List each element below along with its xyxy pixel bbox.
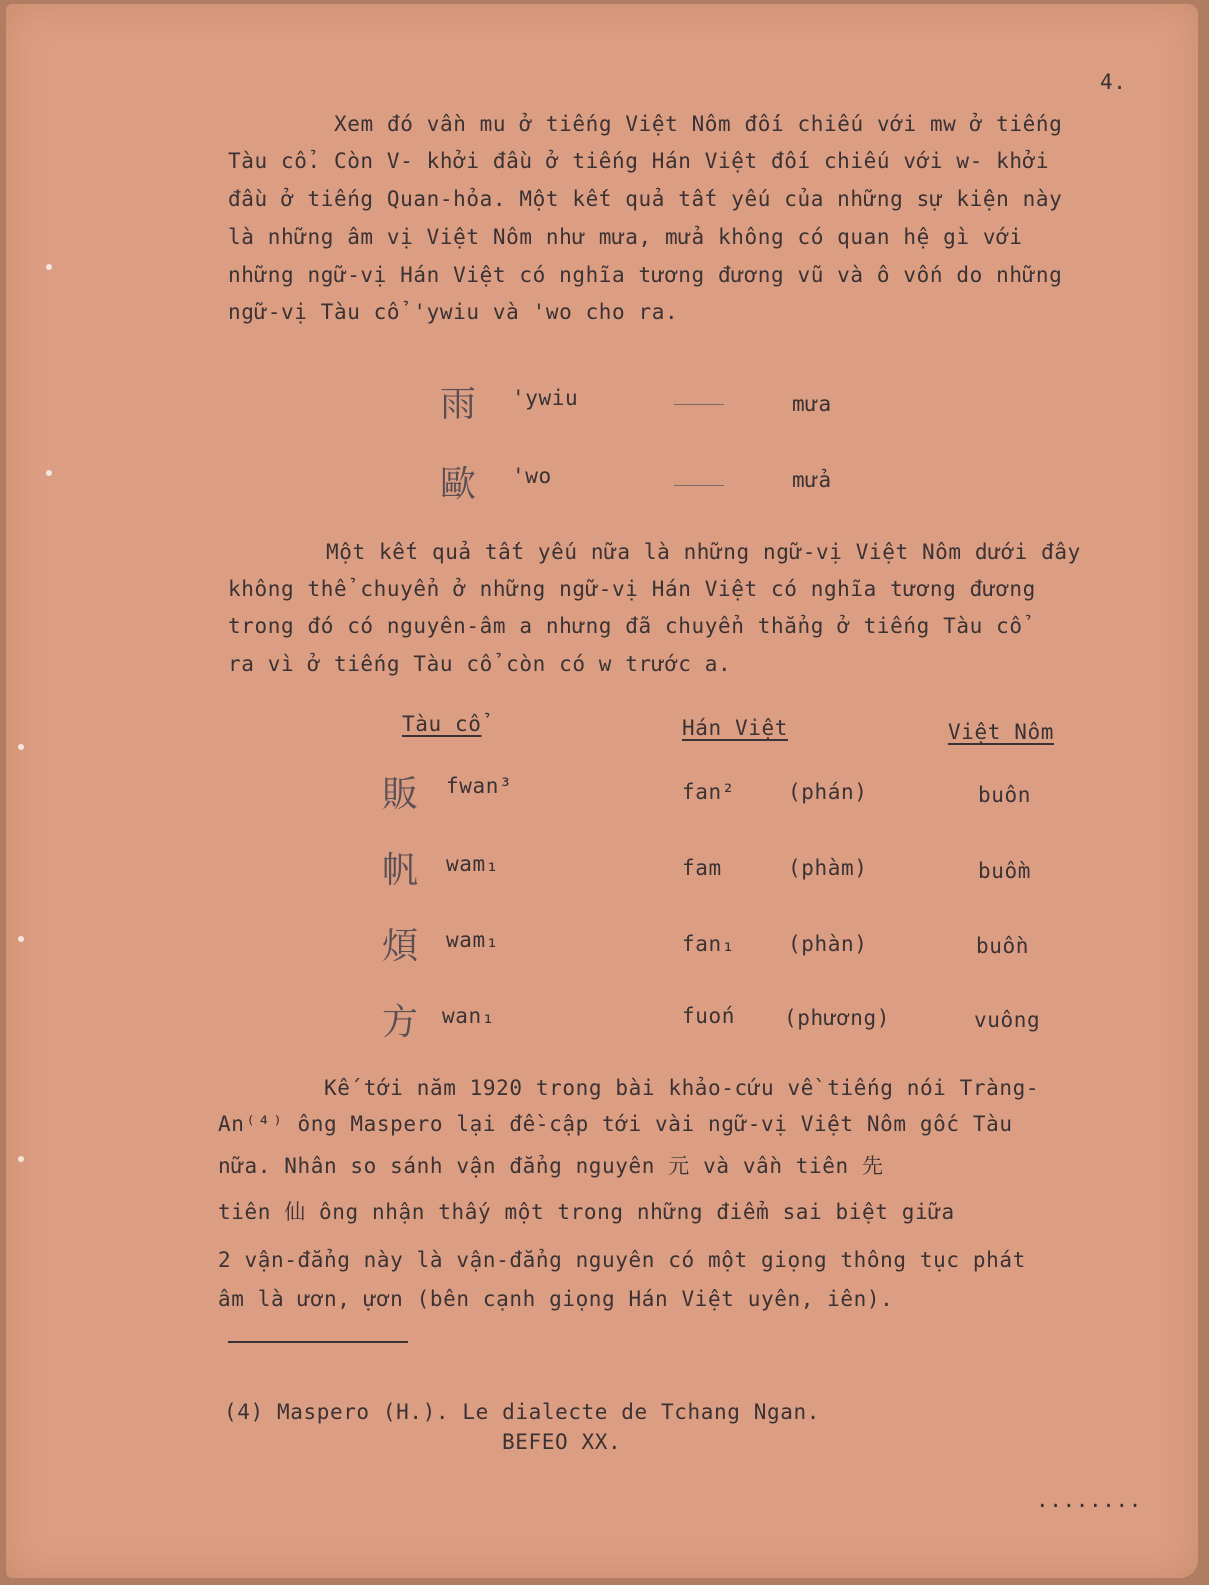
han-viet-reading: fam xyxy=(682,856,722,880)
hanzi-character: 販 xyxy=(382,774,419,815)
paragraph-line: âm là ươn, ựơn (bên cạnh giọng Hán Việt uyên, iên). xyxy=(218,1287,894,1311)
hanzi-character: 雨 xyxy=(440,384,477,425)
continuation-ellipsis: ........ xyxy=(1036,1488,1142,1512)
hanzi-character: 方 xyxy=(382,1002,419,1043)
viet-nom-word: buồn xyxy=(976,934,1029,958)
footnote-line: (4) Maspero (H.). Le dialecte de Tchang Ngan. xyxy=(224,1400,820,1424)
paragraph-line: những ngữ-vị Hán Việt có nghĩa tương đương vũ và ô vốn do những xyxy=(228,263,1063,287)
paragraph-line: là những âm vị Việt Nôm như mưa, mửa không có quan hệ gì với xyxy=(228,225,1023,249)
paragraph-line: trong đó có nguyên-âm a nhưng đã chuyển thẳng ở tiếng Tàu cổ xyxy=(228,614,1023,638)
paragraph-line: ra vì ở tiếng Tàu cổ còn có w trước a. xyxy=(228,652,732,676)
paragraph-line: Xem đó vần mu ở tiếng Việt Nôm đối chiếu với mw ở tiếng xyxy=(334,112,1063,136)
footnote-line: BEFEO XX. xyxy=(502,1430,622,1454)
han-viet-quoc-ngu: (phán) xyxy=(788,780,868,804)
paragraph-line: đầu ở tiếng Quan-hỏa. Một kết quả tất yếu của những sự kiện này xyxy=(228,187,1063,211)
table-header-viet-nom: Việt Nôm xyxy=(948,720,1054,744)
han-viet-reading: fan² xyxy=(682,780,735,804)
paragraph-line: An⁽⁴⁾ ông Maspero lại đề-cập tới vài ngữ-vị Việt Nôm gốc Tàu xyxy=(218,1112,1013,1136)
paragraph-line: Kế tới năm 1920 trong bài khảo-cứu về tiếng nói Tràng- xyxy=(324,1076,1040,1100)
old-chinese-reading: wam₁ xyxy=(446,852,499,876)
hanzi-character: 煩 xyxy=(382,926,419,967)
equivalence-dash xyxy=(674,404,724,405)
binding-hole xyxy=(18,936,24,942)
equivalence-dash xyxy=(674,485,724,486)
han-viet-quoc-ngu: (phương) xyxy=(784,1006,890,1030)
old-chinese-reading: wam₁ xyxy=(446,928,499,952)
paragraph-line: nữa. Nhân so sánh vận đẳng nguyên 元 và vần tiên 先 xyxy=(218,1154,884,1178)
viet-nom-word: mửa xyxy=(792,468,832,492)
han-viet-reading: fan₁ xyxy=(682,932,735,956)
paragraph-line: Tàu cổ. Còn V- khởi đầu ở tiếng Hán Việt đối chiếu với w- khởi xyxy=(228,149,1050,173)
table-header-old-chinese: Tàu cổ xyxy=(402,712,482,736)
old-chinese-reading: 'ywiu xyxy=(512,386,579,410)
viet-nom-word: vuông xyxy=(974,1008,1041,1032)
hanzi-character: 帆 xyxy=(382,850,419,891)
han-viet-quoc-ngu: (phàn) xyxy=(788,932,868,956)
paragraph-line: 2 vận-đẳng này là vận-đẳng nguyên có một giọng thông tục phát xyxy=(218,1248,1026,1272)
document-page xyxy=(6,4,1198,1578)
paragraph-line: tiên 仙 ông nhận thấy một trong những điểm sai biệt giữa xyxy=(218,1200,955,1224)
binding-hole xyxy=(46,264,52,270)
hanzi-character: 歐 xyxy=(440,464,477,505)
old-chinese-reading: 'wo xyxy=(512,464,552,488)
old-chinese-reading: fwan³ xyxy=(446,774,513,798)
viet-nom-word: buồm xyxy=(978,859,1031,883)
han-viet-quoc-ngu: (phàm) xyxy=(788,856,868,880)
viet-nom-word: mưa xyxy=(792,392,832,416)
paragraph-line: không thể chuyển ở những ngữ-vị Hán Việt có nghĩa tương đương xyxy=(228,577,1036,601)
paragraph-line: Một kết quả tất yếu nữa là những ngữ-vị Việt Nôm dưới đây xyxy=(326,540,1081,564)
page-number: 4. xyxy=(1100,70,1127,94)
binding-hole xyxy=(18,744,24,750)
paragraph-line: ngữ-vị Tàu cổ 'ywiu và 'wo cho ra. xyxy=(228,300,679,324)
table-header-han-viet: Hán Việt xyxy=(682,716,788,740)
binding-hole xyxy=(46,470,52,476)
old-chinese-reading: wan₁ xyxy=(442,1004,495,1028)
footnote-separator xyxy=(228,1341,408,1343)
viet-nom-word: buôn xyxy=(978,783,1031,807)
binding-hole xyxy=(18,1156,24,1162)
han-viet-reading: fuoń xyxy=(682,1004,735,1028)
